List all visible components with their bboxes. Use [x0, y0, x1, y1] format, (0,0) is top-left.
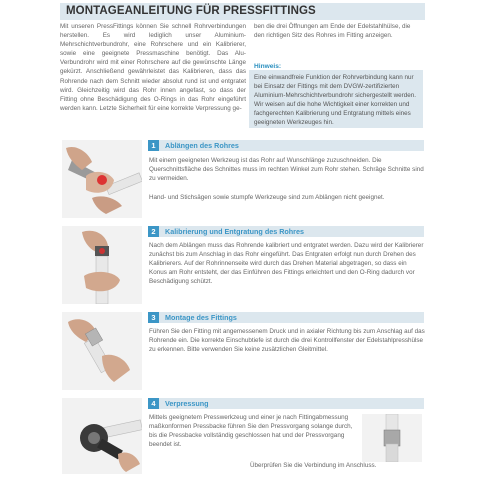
intro-left-text: Mit unseren PressFittings können Sie schnell Rohrverbindungen herstellen. Es wird lediglich unser Aluminium-Mehrschichtverbundrohr, eine Rohrschere und ein Kalibrierer, sowie eine geeignete Pressmaschine benötigt. Das Alu-Verbundrohr wird mit einer Rohrschere auf die gewünschte Länge gekürzt. Anschließend gewährleistet das Kalibrieren, dass das Rohrende nach dem Schnitt wieder absolut rund ist und entgratet wird. Gleichzeitig wird das Rohr innen angefast, so dass der Fitting ohne Beschädigung des O-Rings in das Rohr eingeführt werden kann. Letzte Sicherheit für eine korrekte Verpressung ge- [60, 23, 246, 112]
step-1-photo [62, 140, 142, 218]
step-3-title: Montage des Fittings [165, 313, 237, 322]
intro-right-text: ben die drei Öffnungen am Ende der Edelstahlhülse, die den richtigen Sitz des Rohres im Fitting anzeigen. [254, 23, 411, 40]
pressed-fitting-photo [362, 414, 422, 462]
step-2-number: 2 [148, 226, 159, 237]
step-4-number: 4 [148, 398, 159, 409]
step-3-photo [62, 312, 142, 390]
step-1-title: Ablängen des Rohres [165, 141, 239, 150]
hint-text: Eine einwandfreie Funktion der Rohrverbindung kann nur bei Einsatz der Fittings mit dem DVGW-zertifizierten Aluminium-Mehrschichtverbundrohr sichergestellt werden. Wir weisen auf die hohe Wichtigkeit einer korrekten und fachgerechten Kalibrierung und Entgratung mittels eines geeigneten Werkzeuges hin. [254, 74, 417, 126]
step-1-number: 1 [148, 140, 159, 151]
step-1-text: Mit einem geeigneten Werkzeug ist das Rohr auf Wunschlänge zuzuschneiden. Die Querschnittsfläche des Schnittes muss im rechten Winkel zum Rohr stehen. Schräge Schnitte sind zu vermeiden. [149, 157, 424, 182]
closing-note: Überprüfen Sie die Verbindung im Anschluss. [250, 462, 377, 469]
pressing-tool-photo [62, 398, 142, 474]
hint-title: Hinweis: [254, 63, 282, 70]
page-title: MONTAGEANLEITUNG FÜR PRESSFITTINGS [60, 3, 425, 20]
step-1-header [148, 140, 424, 151]
step-1-note: Hand- und Stichsägen sowie stumpfe Werkzeuge sind zum Ablängen nicht geeignet. [149, 194, 385, 201]
fitting-mounting-photo [62, 312, 142, 390]
step-4-photo [62, 398, 142, 474]
pipe-calibration-photo [62, 226, 142, 304]
step-2-title: Kalibrierung und Entgratung des Rohres [165, 227, 304, 236]
step-4-text: Mittels geeignetem Presswerkzeug und einer je nach Fittingabmessung maßkonformen Pressbacke führen Sie den Pressvorgang solange durch, bis die Pressbacke vollständig geschlossen hat und der Pressvorgang beendet ist. [149, 414, 353, 448]
step-4-title: Verpressung [165, 399, 209, 408]
step-4-header [148, 398, 424, 409]
step-4-detail-photo [362, 414, 422, 462]
step-2-header [148, 226, 424, 237]
hint-box [249, 70, 423, 128]
step-2-text: Nach dem Ablängen muss das Rohrende kalibriert und entgratet werden. Dazu wird der Kalibrierer zunächst bis zum Anschlag in das Rohr eingeführt. Das Entgraten erfolgt nun durch Drehen des Kalibrierers. Auf der Rohrinnenseite wird durch das Drehen Material abgetragen, so dass ein Konus am Rohr entsteht, der das Einführen des Fittings erleichtert und den O-Ring dadurch vor Beschädigung schützt. [149, 242, 424, 285]
pipe-cutting-photo [62, 140, 142, 218]
step-2-photo [62, 226, 142, 304]
step-3-header [148, 312, 424, 323]
step-3-text: Führen Sie den Fitting mit angemessenem Druck und in axialer Richtung bis zum Anschlag auf das Rohrende ein. Die korrekte Einschubtiefe ist durch die drei Kontrollfenster der Edelstahlpresshülse zu erkennen. Bitte verwenden Sie keine zusätzlichen Gleitmittel. [149, 328, 425, 353]
step-3-number: 3 [148, 312, 159, 323]
